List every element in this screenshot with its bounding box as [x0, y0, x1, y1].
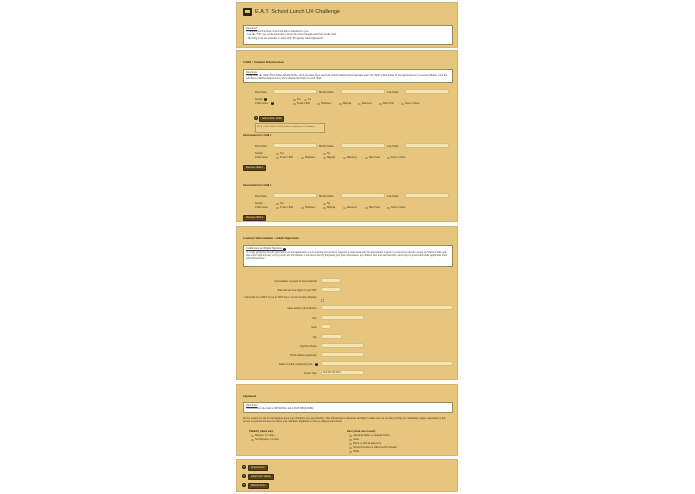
child3-last-name-input[interactable]: [405, 193, 449, 198]
status-none-radio[interactable]: [401, 103, 404, 106]
student-yes-label: Yes: [297, 98, 301, 101]
section-title: Contact Information / Adult Signature: [243, 236, 299, 240]
city-input[interactable]: [321, 315, 364, 320]
first-name-label: First Name:: [255, 195, 268, 198]
status-runaway-label: Runaway: [347, 206, 357, 209]
race-asian-checkbox[interactable]: [349, 439, 352, 442]
app-title: E.A.T. School Lunch UX Challenge: [255, 9, 340, 15]
middle-name-label: Middle Name:: [319, 145, 335, 148]
student-yes-label: Yes: [280, 152, 284, 155]
child-info-panel: [236, 50, 458, 222]
ssn-label: Enter the last four digits of your SSN:: [277, 289, 317, 292]
state-input[interactable]: [321, 324, 331, 329]
directions-text: Please enter the child's First Name, Middle Name, and Last name. Next select the child's Student Status and then select the child's Child Status. If this application is for several children, click the Add More Children button below, and complete the fields for each child.: [246, 74, 447, 81]
student-label: Student: [255, 202, 263, 205]
student-no-label: No: [327, 202, 331, 205]
status-headstart-radio[interactable]: [379, 103, 382, 106]
actions-panel: [236, 459, 458, 492]
status-homeless-label: Homeless: [305, 206, 316, 209]
child3-status-migrant-radio[interactable]: [323, 207, 326, 210]
todays-date-label: Today's date:: [303, 372, 317, 375]
child-status-faq-icon[interactable]: ?: [271, 102, 274, 104]
child3-status-foster-radio[interactable]: [276, 207, 279, 210]
optional-directions: [243, 402, 453, 413]
street-label: Street Address (if available):: [287, 307, 317, 310]
child-status-label: Child Status: [255, 156, 268, 159]
add-another-child-button[interactable]: Add Another Child: [259, 116, 284, 122]
ethnicity-hispanic-label: Hispanic or Latino: [255, 434, 275, 437]
child3-student-yes-radio[interactable]: [276, 203, 279, 206]
child-directions: [243, 69, 453, 83]
optional-info-text: We are required to ask for information about your children's race and ethnicity. This information is important and helps to make sure we are fully serving our community. Again, responding to this section is optional and does not affect your children's eligibility for free or reduced price meals.: [243, 417, 446, 423]
status-runaway-radio[interactable]: [358, 103, 361, 106]
directions-heading: Directions:: [246, 404, 258, 407]
student-no-label: No: [327, 152, 331, 155]
race-white-checkbox[interactable]: [349, 451, 352, 454]
status-migrant-radio[interactable]: [339, 103, 342, 106]
last-name-label: Last Name:: [387, 195, 400, 198]
status-runaway-label: Runaway: [362, 102, 372, 105]
status-foster-label: Foster Child: [297, 102, 310, 105]
status-migrant-label: Migrant: [327, 156, 336, 159]
child3-student-no-radio[interactable]: [323, 203, 326, 206]
status-headstart-label: Head Start: [369, 156, 381, 159]
status-migrant-label: Migrant: [343, 102, 352, 105]
add-child-tooltip: Click 'Add Another Child' button to add up to 10 children.: [255, 123, 325, 133]
race-pacific-islander-label: Native Hawaiian or Other Pacific Islander: [353, 446, 397, 449]
first-name-label: First Name:: [255, 145, 268, 148]
student-label: Student: [255, 152, 263, 155]
remove-child-2-button[interactable]: Remove Child 2: [243, 165, 266, 171]
header-panel: [236, 2, 458, 48]
last-name-label: Last Name:: [387, 145, 400, 148]
adult-name-faq-icon[interactable]: ?: [315, 363, 318, 365]
child1-last-name-input[interactable]: [405, 89, 449, 94]
status-headstart-label: Head Start: [383, 102, 395, 105]
status-none-label: None of these: [405, 102, 420, 105]
directions-line: - Complete each section of the form that is presented to you.: [246, 30, 309, 34]
directions-heading: Directions:: [246, 71, 258, 74]
no-ssn-label: Check this box ONLY if you do NOT have a Social Security Number:: [244, 296, 317, 299]
certification-faq-icon[interactable]: ?: [284, 248, 286, 250]
city-label: City:: [311, 317, 317, 320]
certification-text: "I certify (promise) that all information on this application is true and that all income is reported. I understand that this information is given in connection with the receipt of Federal funds, and that school officials may verify (check) the information. I am aware that if I purposely give false information, my children may lose meal benefits, and I may be prosecuted under applicable State and Federal laws.": [246, 251, 448, 261]
ethnicity-not-hispanic-label: Not Hispanic or Latino: [255, 438, 279, 441]
child3-middle-name-input[interactable]: [341, 193, 385, 198]
refresh-form-button[interactable]: Refresh Form: [248, 483, 269, 489]
status-foster-radio[interactable]: [293, 103, 296, 106]
clear-form-button[interactable]: Clear Form Values: [248, 474, 274, 480]
race-black-label: Black or African American: [353, 442, 382, 445]
remove-child-3-button[interactable]: Remove Child 3: [243, 215, 266, 221]
child1-middle-name-input[interactable]: [341, 89, 385, 94]
race-heading: Race (check one or more):: [347, 430, 377, 433]
race-pacific-islander-checkbox[interactable]: [349, 447, 352, 450]
child3-heading: Information for Child 3: [243, 184, 272, 187]
refresh-faq-icon[interactable]: ?: [243, 483, 245, 487]
certification-box: [243, 245, 453, 267]
child3-first-name-input[interactable]: [273, 193, 317, 198]
household-count-input[interactable]: [321, 278, 341, 283]
child2-last-name-input[interactable]: [405, 143, 449, 148]
student-yes-radio[interactable]: [293, 99, 296, 102]
ethnicity-hispanic-radio[interactable]: [251, 435, 254, 438]
child-status-label: Child Status: [255, 102, 268, 105]
optional-panel: [236, 384, 458, 456]
submit-faq-icon[interactable]: ?: [243, 465, 245, 469]
race-american-indian-checkbox[interactable]: [349, 435, 352, 438]
ethnicity-not-hispanic-radio[interactable]: [251, 439, 254, 442]
ethnicity-heading: Ethnicity (check one):: [249, 430, 274, 433]
directions-line: - Use the "Tab" key on the keyboard to move the cursor through each field on the form.: [246, 33, 337, 37]
race-white-label: White: [353, 450, 360, 453]
status-none-label: None of these: [391, 156, 406, 159]
adult-name-label: Name of Adult completing form:: [278, 363, 313, 366]
state-label: State:: [311, 326, 317, 329]
middle-name-label: Middle Name:: [319, 195, 335, 198]
last-name-label: Last Name:: [387, 91, 400, 94]
child2-status-none-radio[interactable]: [387, 157, 390, 160]
child3-status-headstart-radio[interactable]: [365, 207, 368, 210]
status-homeless-label: Homeless: [321, 102, 332, 105]
contact-panel: [236, 226, 458, 380]
directions-text: This section of the form is OPTIONAL and is NOT REQUIRED.: [246, 407, 314, 411]
logo-icon: [243, 8, 252, 16]
status-homeless-label: Homeless: [305, 156, 316, 159]
child2-student-yes-radio[interactable]: [276, 153, 279, 156]
header-directions: [243, 25, 453, 45]
status-foster-label: Foster Child: [280, 206, 293, 209]
ssn-input[interactable]: [321, 287, 341, 292]
submit-form-button[interactable]: Submit Form: [248, 465, 268, 471]
race-american-indian-label: American Indian or Alaskan Native: [353, 434, 390, 437]
student-no-label: No: [308, 98, 312, 101]
child2-status-migrant-radio[interactable]: [323, 157, 326, 160]
status-none-label: None of these: [391, 206, 406, 209]
status-headstart-label: Head Start: [369, 206, 381, 209]
todays-date-input[interactable]: Sun Feb 28 2016: [321, 370, 364, 375]
student-faq-icon[interactable]: ?: [264, 98, 267, 100]
directions-line: - The FAQ icons are available to assist with "Frequently Asked Questions".: [246, 36, 325, 40]
child2-status-headstart-radio[interactable]: [365, 157, 368, 160]
race-asian-label: Asian: [353, 438, 360, 441]
child2-status-runaway-radio[interactable]: [343, 157, 346, 160]
directions-heading: Directions:: [246, 27, 258, 30]
zip-label: Zip:: [312, 336, 317, 339]
street-input[interactable]: [321, 305, 453, 310]
status-homeless-radio[interactable]: [317, 103, 320, 106]
certification-heading-text: Certification and Digital Signature:: [246, 247, 283, 250]
student-label: Student: [255, 98, 263, 101]
child3-status-runaway-radio[interactable]: [343, 207, 346, 210]
child2-heading: Information for Child 2: [243, 134, 272, 137]
status-runaway-label: Runaway: [347, 156, 357, 159]
clear-faq-icon[interactable]: ?: [243, 474, 245, 478]
section-title: Optional: [243, 394, 256, 398]
section-title: Child / Student Information: [243, 60, 284, 64]
first-name-label: First Name:: [255, 91, 268, 94]
no-ssn-checkbox[interactable]: [321, 299, 324, 302]
phone-label: Daytime Phone:: [300, 345, 317, 348]
middle-name-label: Middle Name:: [319, 91, 335, 94]
household-count-label: Total number of people in the household:: [274, 280, 317, 283]
status-migrant-label: Migrant: [327, 206, 336, 209]
child2-student-no-radio[interactable]: [323, 153, 326, 156]
email-label: Email Address (optional):: [290, 354, 317, 357]
race-black-checkbox[interactable]: [349, 443, 352, 446]
child3-status-homeless-radio[interactable]: [301, 207, 304, 210]
child3-status-none-radio[interactable]: [387, 207, 390, 210]
status-foster-label: Foster Child: [280, 156, 293, 159]
child2-status-foster-radio[interactable]: [276, 157, 279, 160]
child2-middle-name-input[interactable]: [341, 143, 385, 148]
student-no-radio[interactable]: [304, 99, 307, 102]
student-yes-label: Yes: [280, 202, 284, 205]
phone-input[interactable]: [321, 343, 364, 348]
zip-input[interactable]: [321, 334, 342, 339]
child2-status-homeless-radio[interactable]: [301, 157, 304, 160]
child2-first-name-input[interactable]: [273, 143, 317, 148]
email-input[interactable]: [321, 352, 364, 357]
child-status-label: Child Status: [255, 206, 268, 209]
add-child-faq-icon[interactable]: ?: [255, 116, 257, 120]
child1-first-name-input[interactable]: [273, 89, 317, 94]
adult-name-input[interactable]: [321, 361, 453, 366]
